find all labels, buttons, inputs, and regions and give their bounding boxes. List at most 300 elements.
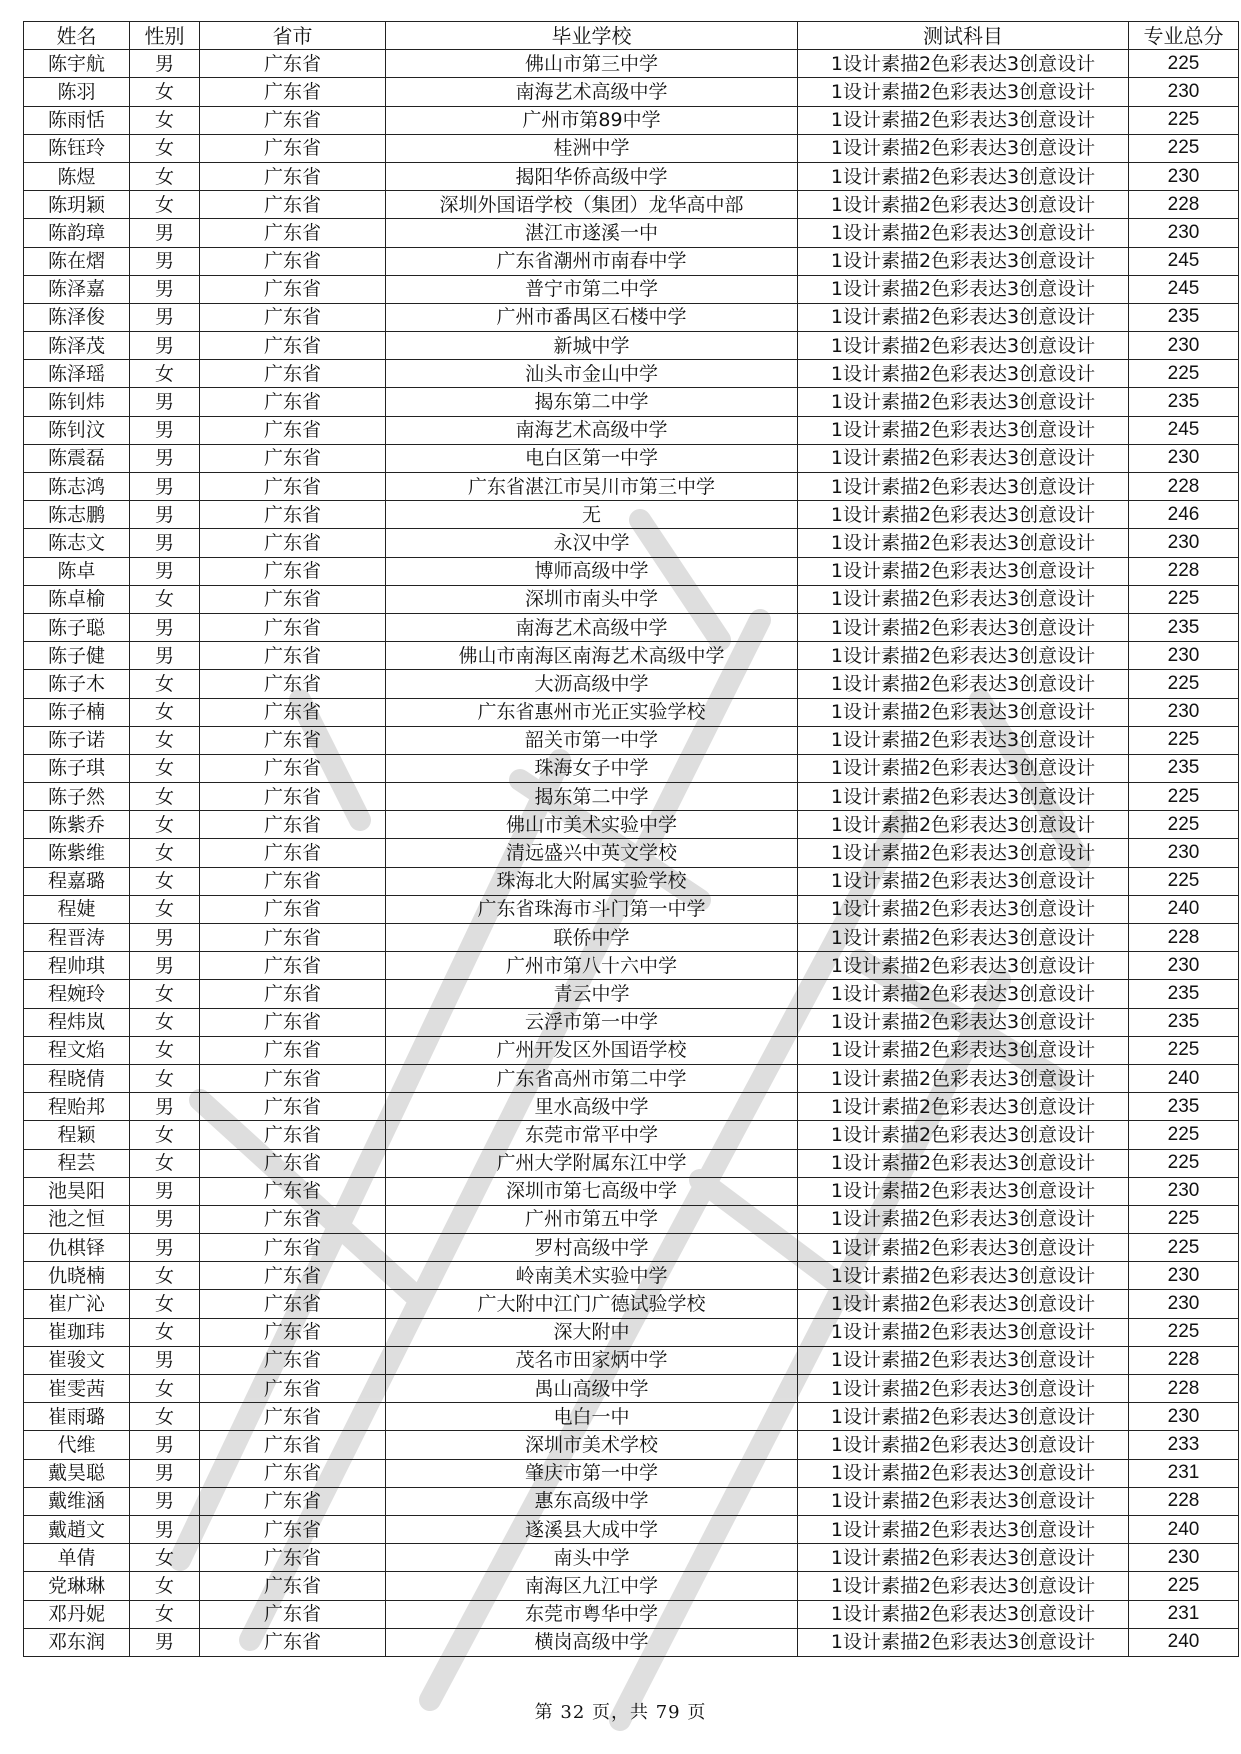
cell-name: 陈羽 xyxy=(24,78,130,106)
header-gender: 性别 xyxy=(130,22,200,50)
cell-score: 225 xyxy=(1129,1149,1239,1177)
cell-gender: 女 xyxy=(130,1121,200,1149)
cell-gender: 男 xyxy=(130,1093,200,1121)
cell-province: 广东省 xyxy=(200,726,386,754)
cell-province: 广东省 xyxy=(200,670,386,698)
cell-gender: 男 xyxy=(130,1459,200,1487)
cell-school: 佛山市南海区南海艺术高级中学 xyxy=(386,642,798,670)
cell-gender: 女 xyxy=(130,1262,200,1290)
cell-name: 程嘉璐 xyxy=(24,867,130,895)
cell-school: 广州市番禺区石楼中学 xyxy=(386,303,798,331)
header-name: 姓名 xyxy=(24,22,130,50)
cell-subject: 1设计素描2色彩表达3创意设计 xyxy=(798,275,1129,303)
cell-subject: 1设计素描2色彩表达3创意设计 xyxy=(798,698,1129,726)
cell-subject: 1设计素描2色彩表达3创意设计 xyxy=(798,219,1129,247)
cell-province: 广东省 xyxy=(200,1544,386,1572)
cell-school: 电白一中 xyxy=(386,1403,798,1431)
cell-subject: 1设计素描2色彩表达3创意设计 xyxy=(798,1008,1129,1036)
cell-name: 陈煜 xyxy=(24,162,130,190)
cell-name: 程晓倩 xyxy=(24,1064,130,1092)
cell-subject: 1设计素描2色彩表达3创意设计 xyxy=(798,1318,1129,1346)
cell-name: 仇晓楠 xyxy=(24,1262,130,1290)
cell-province: 广东省 xyxy=(200,924,386,952)
cell-name: 陈卓 xyxy=(24,557,130,585)
score-table-container xyxy=(23,21,1239,1657)
cell-gender: 男 xyxy=(130,50,200,78)
table-row xyxy=(24,1346,1239,1374)
cell-score: 225 xyxy=(1129,1036,1239,1064)
header-school: 毕业学校 xyxy=(386,22,798,50)
cell-gender: 男 xyxy=(130,473,200,501)
cell-province: 广东省 xyxy=(200,1346,386,1374)
cell-subject: 1设计素描2色彩表达3创意设计 xyxy=(798,1544,1129,1572)
cell-province: 广东省 xyxy=(200,839,386,867)
cell-score: 240 xyxy=(1129,895,1239,923)
cell-gender: 男 xyxy=(130,642,200,670)
cell-subject: 1设计素描2色彩表达3创意设计 xyxy=(798,1177,1129,1205)
cell-gender: 女 xyxy=(130,839,200,867)
cell-name: 池昊阳 xyxy=(24,1177,130,1205)
cell-name: 陈紫乔 xyxy=(24,811,130,839)
cell-school: 广大附中江门广德试验学校 xyxy=(386,1290,798,1318)
cell-name: 邓丹妮 xyxy=(24,1600,130,1628)
cell-province: 广东省 xyxy=(200,360,386,388)
cell-province: 广东省 xyxy=(200,1572,386,1600)
cell-score: 230 xyxy=(1129,642,1239,670)
cell-score: 235 xyxy=(1129,388,1239,416)
cell-school: 横岗高级中学 xyxy=(386,1628,798,1656)
cell-school: 罗村高级中学 xyxy=(386,1234,798,1262)
table-row xyxy=(24,1121,1239,1149)
cell-province: 广东省 xyxy=(200,78,386,106)
cell-province: 广东省 xyxy=(200,303,386,331)
cell-subject: 1设计素描2色彩表达3创意设计 xyxy=(798,1262,1129,1290)
cell-name: 崔珈玮 xyxy=(24,1318,130,1346)
cell-name: 陈震磊 xyxy=(24,444,130,472)
cell-school: 广东省惠州市光正实验学校 xyxy=(386,698,798,726)
cell-school: 博师高级中学 xyxy=(386,557,798,585)
cell-name: 陈卓榆 xyxy=(24,585,130,613)
header-subject: 测试科目 xyxy=(798,22,1129,50)
cell-name: 崔雨璐 xyxy=(24,1403,130,1431)
cell-gender: 女 xyxy=(130,1600,200,1628)
cell-subject: 1设计素描2色彩表达3创意设计 xyxy=(798,726,1129,754)
cell-subject: 1设计素描2色彩表达3创意设计 xyxy=(798,754,1129,782)
cell-province: 广东省 xyxy=(200,1459,386,1487)
cell-province: 广东省 xyxy=(200,1290,386,1318)
cell-subject: 1设计素描2色彩表达3创意设计 xyxy=(798,642,1129,670)
cell-province: 广东省 xyxy=(200,191,386,219)
cell-score: 235 xyxy=(1129,754,1239,782)
cell-score: 230 xyxy=(1129,698,1239,726)
table-row xyxy=(24,952,1239,980)
cell-name: 程贻邦 xyxy=(24,1093,130,1121)
cell-name: 陈子健 xyxy=(24,642,130,670)
cell-province: 广东省 xyxy=(200,952,386,980)
cell-name: 戴趙文 xyxy=(24,1515,130,1543)
cell-name: 陈宇航 xyxy=(24,50,130,78)
cell-name: 程帅琪 xyxy=(24,952,130,980)
cell-province: 广东省 xyxy=(200,1205,386,1233)
cell-gender: 女 xyxy=(130,1064,200,1092)
cell-gender: 男 xyxy=(130,557,200,585)
cell-gender: 男 xyxy=(130,1515,200,1543)
cell-province: 广东省 xyxy=(200,1234,386,1262)
cell-province: 广东省 xyxy=(200,1177,386,1205)
cell-province: 广东省 xyxy=(200,1008,386,1036)
cell-subject: 1设计素描2色彩表达3创意设计 xyxy=(798,670,1129,698)
cell-name: 党琳琳 xyxy=(24,1572,130,1600)
cell-score: 225 xyxy=(1129,1205,1239,1233)
table-row xyxy=(24,585,1239,613)
table-row xyxy=(24,924,1239,952)
cell-score: 225 xyxy=(1129,726,1239,754)
table-row xyxy=(24,247,1239,275)
cell-school: 广州市第八十六中学 xyxy=(386,952,798,980)
cell-score: 245 xyxy=(1129,275,1239,303)
cell-school: 岭南美术实验中学 xyxy=(386,1262,798,1290)
cell-score: 225 xyxy=(1129,670,1239,698)
table-row xyxy=(24,134,1239,162)
cell-score: 235 xyxy=(1129,303,1239,331)
table-row xyxy=(24,783,1239,811)
cell-gender: 男 xyxy=(130,1234,200,1262)
cell-name: 陈钊炜 xyxy=(24,388,130,416)
table-row xyxy=(24,529,1239,557)
cell-score: 230 xyxy=(1129,952,1239,980)
cell-school: 清远盛兴中英文学校 xyxy=(386,839,798,867)
cell-name: 陈在熠 xyxy=(24,247,130,275)
table-row xyxy=(24,162,1239,190)
cell-province: 广东省 xyxy=(200,473,386,501)
cell-subject: 1设计素描2色彩表达3创意设计 xyxy=(798,1515,1129,1543)
cell-score: 225 xyxy=(1129,1572,1239,1600)
cell-subject: 1设计素描2色彩表达3创意设计 xyxy=(798,557,1129,585)
cell-subject: 1设计素描2色彩表达3创意设计 xyxy=(798,1064,1129,1092)
cell-school: 新城中学 xyxy=(386,332,798,360)
cell-name: 陈雨恬 xyxy=(24,106,130,134)
table-row xyxy=(24,106,1239,134)
cell-school: 茂名市田家炳中学 xyxy=(386,1346,798,1374)
cell-score: 228 xyxy=(1129,191,1239,219)
header-score: 专业总分 xyxy=(1129,22,1239,50)
cell-school: 东莞市常平中学 xyxy=(386,1121,798,1149)
cell-subject: 1设计素描2色彩表达3创意设计 xyxy=(798,529,1129,557)
cell-subject: 1设计素描2色彩表达3创意设计 xyxy=(798,1346,1129,1374)
table-row xyxy=(24,1487,1239,1515)
cell-gender: 女 xyxy=(130,134,200,162)
cell-school: 揭阳华侨高级中学 xyxy=(386,162,798,190)
cell-subject: 1设计素描2色彩表达3创意设计 xyxy=(798,895,1129,923)
cell-school: 遂溪县大成中学 xyxy=(386,1515,798,1543)
cell-subject: 1设计素描2色彩表达3创意设计 xyxy=(798,1121,1129,1149)
cell-name: 单倩 xyxy=(24,1544,130,1572)
cell-province: 广东省 xyxy=(200,1318,386,1346)
cell-province: 广东省 xyxy=(200,416,386,444)
cell-score: 230 xyxy=(1129,1290,1239,1318)
cell-province: 广东省 xyxy=(200,1628,386,1656)
table-row xyxy=(24,1008,1239,1036)
cell-gender: 男 xyxy=(130,1431,200,1459)
cell-name: 程婉玲 xyxy=(24,980,130,1008)
table-row xyxy=(24,1628,1239,1656)
cell-subject: 1设计素描2色彩表达3创意设计 xyxy=(798,1036,1129,1064)
table-row xyxy=(24,1544,1239,1572)
cell-school: 青云中学 xyxy=(386,980,798,1008)
table-row xyxy=(24,1459,1239,1487)
cell-gender: 女 xyxy=(130,754,200,782)
cell-subject: 1设计素描2色彩表达3创意设计 xyxy=(798,1234,1129,1262)
cell-name: 陈子楠 xyxy=(24,698,130,726)
cell-school: 电白区第一中学 xyxy=(386,444,798,472)
cell-subject: 1设计素描2色彩表达3创意设计 xyxy=(798,613,1129,641)
cell-score: 225 xyxy=(1129,1121,1239,1149)
cell-score: 230 xyxy=(1129,1403,1239,1431)
cell-province: 广东省 xyxy=(200,1431,386,1459)
cell-name: 仇棋铎 xyxy=(24,1234,130,1262)
cell-score: 228 xyxy=(1129,1375,1239,1403)
cell-name: 崔雯茜 xyxy=(24,1375,130,1403)
table-row xyxy=(24,501,1239,529)
cell-school: 广州开发区外国语学校 xyxy=(386,1036,798,1064)
cell-score: 225 xyxy=(1129,867,1239,895)
cell-score: 230 xyxy=(1129,1544,1239,1572)
cell-subject: 1设计素描2色彩表达3创意设计 xyxy=(798,473,1129,501)
cell-subject: 1设计素描2色彩表达3创意设计 xyxy=(798,134,1129,162)
cell-school: 肇庆市第一中学 xyxy=(386,1459,798,1487)
cell-province: 广东省 xyxy=(200,332,386,360)
cell-province: 广东省 xyxy=(200,867,386,895)
cell-subject: 1设计素描2色彩表达3创意设计 xyxy=(798,247,1129,275)
cell-province: 广东省 xyxy=(200,247,386,275)
table-row xyxy=(24,1177,1239,1205)
cell-subject: 1设计素描2色彩表达3创意设计 xyxy=(798,783,1129,811)
cell-name: 程炜岚 xyxy=(24,1008,130,1036)
cell-gender: 男 xyxy=(130,1628,200,1656)
cell-gender: 女 xyxy=(130,1149,200,1177)
cell-gender: 女 xyxy=(130,1375,200,1403)
cell-name: 陈子木 xyxy=(24,670,130,698)
cell-score: 225 xyxy=(1129,360,1239,388)
cell-score: 231 xyxy=(1129,1459,1239,1487)
table-row xyxy=(24,557,1239,585)
cell-name: 崔骏文 xyxy=(24,1346,130,1374)
cell-subject: 1设计素描2色彩表达3创意设计 xyxy=(798,1572,1129,1600)
cell-gender: 女 xyxy=(130,360,200,388)
cell-school: 深圳市美术学校 xyxy=(386,1431,798,1459)
cell-subject: 1设计素描2色彩表达3创意设计 xyxy=(798,191,1129,219)
cell-subject: 1设计素描2色彩表达3创意设计 xyxy=(798,78,1129,106)
table-row xyxy=(24,1318,1239,1346)
cell-gender: 男 xyxy=(130,501,200,529)
cell-gender: 女 xyxy=(130,1290,200,1318)
table-row xyxy=(24,219,1239,247)
cell-school: 广东省湛江市吴川市第三中学 xyxy=(386,473,798,501)
table-row xyxy=(24,1431,1239,1459)
cell-gender: 男 xyxy=(130,924,200,952)
table-row xyxy=(24,303,1239,331)
cell-school: 东莞市粤华中学 xyxy=(386,1600,798,1628)
cell-subject: 1设计素描2色彩表达3创意设计 xyxy=(798,388,1129,416)
table-row xyxy=(24,1572,1239,1600)
cell-score: 228 xyxy=(1129,557,1239,585)
cell-score: 228 xyxy=(1129,1487,1239,1515)
cell-gender: 女 xyxy=(130,1544,200,1572)
cell-subject: 1设计素描2色彩表达3创意设计 xyxy=(798,1459,1129,1487)
table-row xyxy=(24,1403,1239,1431)
cell-name: 陈钊汶 xyxy=(24,416,130,444)
cell-province: 广东省 xyxy=(200,1403,386,1431)
table-row xyxy=(24,1093,1239,1121)
cell-score: 230 xyxy=(1129,332,1239,360)
cell-school: 大沥高级中学 xyxy=(386,670,798,698)
table-row xyxy=(24,191,1239,219)
cell-name: 陈泽嘉 xyxy=(24,275,130,303)
cell-province: 广东省 xyxy=(200,613,386,641)
cell-school: 云浮市第一中学 xyxy=(386,1008,798,1036)
table-row xyxy=(24,1064,1239,1092)
cell-province: 广东省 xyxy=(200,106,386,134)
cell-name: 陈玥颖 xyxy=(24,191,130,219)
cell-subject: 1设计素描2色彩表达3创意设计 xyxy=(798,585,1129,613)
cell-school: 湛江市遂溪一中 xyxy=(386,219,798,247)
table-row xyxy=(24,50,1239,78)
table-row xyxy=(24,867,1239,895)
cell-score: 230 xyxy=(1129,529,1239,557)
cell-province: 广东省 xyxy=(200,557,386,585)
cell-gender: 女 xyxy=(130,867,200,895)
cell-name: 邓东润 xyxy=(24,1628,130,1656)
cell-gender: 男 xyxy=(130,1205,200,1233)
cell-gender: 女 xyxy=(130,895,200,923)
cell-province: 广东省 xyxy=(200,1262,386,1290)
table-row xyxy=(24,754,1239,782)
cell-gender: 女 xyxy=(130,1572,200,1600)
cell-gender: 男 xyxy=(130,388,200,416)
cell-score: 235 xyxy=(1129,1008,1239,1036)
cell-score: 230 xyxy=(1129,1262,1239,1290)
cell-province: 广东省 xyxy=(200,1600,386,1628)
cell-province: 广东省 xyxy=(200,1093,386,1121)
table-row xyxy=(24,1515,1239,1543)
cell-name: 崔广沁 xyxy=(24,1290,130,1318)
table-row xyxy=(24,444,1239,472)
cell-school: 广州大学附属东江中学 xyxy=(386,1149,798,1177)
cell-subject: 1设计素描2色彩表达3创意设计 xyxy=(798,1205,1129,1233)
cell-subject: 1设计素描2色彩表达3创意设计 xyxy=(798,1628,1129,1656)
cell-score: 240 xyxy=(1129,1628,1239,1656)
cell-score: 225 xyxy=(1129,585,1239,613)
cell-score: 225 xyxy=(1129,783,1239,811)
cell-name: 陈子诺 xyxy=(24,726,130,754)
cell-school: 永汉中学 xyxy=(386,529,798,557)
cell-score: 235 xyxy=(1129,980,1239,1008)
cell-gender: 男 xyxy=(130,529,200,557)
cell-gender: 男 xyxy=(130,275,200,303)
cell-name: 程晋涛 xyxy=(24,924,130,952)
cell-gender: 男 xyxy=(130,952,200,980)
table-row xyxy=(24,839,1239,867)
cell-score: 225 xyxy=(1129,134,1239,162)
cell-school: 广东省高州市第二中学 xyxy=(386,1064,798,1092)
cell-school: 韶关市第一中学 xyxy=(386,726,798,754)
cell-subject: 1设计素描2色彩表达3创意设计 xyxy=(798,1431,1129,1459)
cell-subject: 1设计素描2色彩表达3创意设计 xyxy=(798,360,1129,388)
cell-subject: 1设计素描2色彩表达3创意设计 xyxy=(798,444,1129,472)
cell-school: 里水高级中学 xyxy=(386,1093,798,1121)
cell-province: 广东省 xyxy=(200,1064,386,1092)
table-row xyxy=(24,895,1239,923)
cell-score: 230 xyxy=(1129,444,1239,472)
cell-score: 225 xyxy=(1129,811,1239,839)
cell-school: 普宁市第二中学 xyxy=(386,275,798,303)
cell-subject: 1设计素描2色彩表达3创意设计 xyxy=(798,162,1129,190)
cell-school: 惠东高级中学 xyxy=(386,1487,798,1515)
cell-score: 225 xyxy=(1129,106,1239,134)
cell-score: 246 xyxy=(1129,501,1239,529)
table-row xyxy=(24,811,1239,839)
cell-name: 陈韵璋 xyxy=(24,219,130,247)
cell-gender: 女 xyxy=(130,1008,200,1036)
cell-school: 南海艺术高级中学 xyxy=(386,78,798,106)
cell-gender: 女 xyxy=(130,698,200,726)
cell-subject: 1设计素描2色彩表达3创意设计 xyxy=(798,1487,1129,1515)
cell-school: 桂洲中学 xyxy=(386,134,798,162)
cell-score: 231 xyxy=(1129,1600,1239,1628)
cell-school: 南头中学 xyxy=(386,1544,798,1572)
header-province: 省市 xyxy=(200,22,386,50)
cell-school: 联侨中学 xyxy=(386,924,798,952)
cell-gender: 男 xyxy=(130,416,200,444)
cell-name: 程婕 xyxy=(24,895,130,923)
cell-school: 珠海女子中学 xyxy=(386,754,798,782)
cell-subject: 1设计素描2色彩表达3创意设计 xyxy=(798,303,1129,331)
cell-name: 陈泽瑶 xyxy=(24,360,130,388)
cell-score: 245 xyxy=(1129,247,1239,275)
cell-province: 广东省 xyxy=(200,585,386,613)
cell-province: 广东省 xyxy=(200,275,386,303)
cell-name: 陈钰玲 xyxy=(24,134,130,162)
cell-score: 230 xyxy=(1129,839,1239,867)
table-row xyxy=(24,1290,1239,1318)
cell-name: 陈紫维 xyxy=(24,839,130,867)
cell-province: 广东省 xyxy=(200,698,386,726)
table-row xyxy=(24,275,1239,303)
table-row xyxy=(24,473,1239,501)
cell-subject: 1设计素描2色彩表达3创意设计 xyxy=(798,332,1129,360)
cell-subject: 1设计素描2色彩表达3创意设计 xyxy=(798,839,1129,867)
table-row xyxy=(24,1036,1239,1064)
cell-score: 225 xyxy=(1129,50,1239,78)
cell-score: 240 xyxy=(1129,1064,1239,1092)
cell-school: 佛山市美术实验中学 xyxy=(386,811,798,839)
cell-gender: 女 xyxy=(130,162,200,190)
cell-score: 235 xyxy=(1129,613,1239,641)
cell-gender: 男 xyxy=(130,332,200,360)
table-row xyxy=(24,1262,1239,1290)
cell-subject: 1设计素描2色彩表达3创意设计 xyxy=(798,1403,1129,1431)
cell-name: 戴维涵 xyxy=(24,1487,130,1515)
cell-province: 广东省 xyxy=(200,1515,386,1543)
cell-province: 广东省 xyxy=(200,134,386,162)
cell-gender: 男 xyxy=(130,1177,200,1205)
cell-province: 广东省 xyxy=(200,529,386,557)
cell-score: 225 xyxy=(1129,1318,1239,1346)
table-row xyxy=(24,78,1239,106)
table-row xyxy=(24,1375,1239,1403)
table-row xyxy=(24,613,1239,641)
table-row xyxy=(24,332,1239,360)
